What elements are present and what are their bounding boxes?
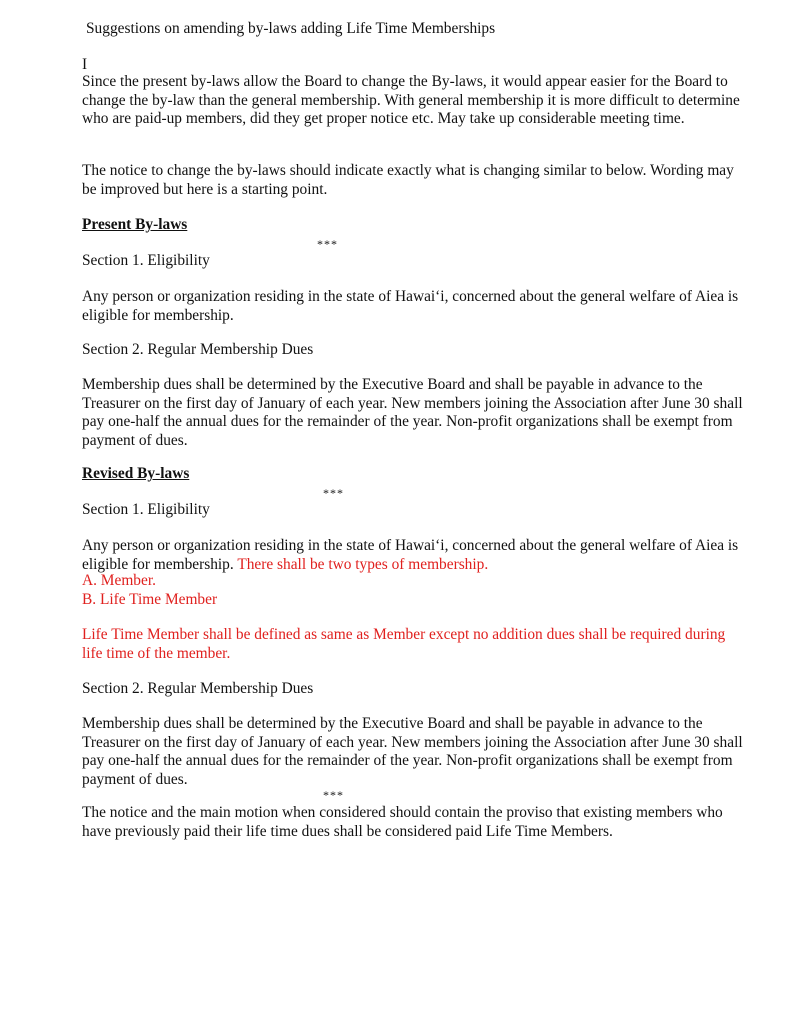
revised-section1-title: Section 1. Eligibility xyxy=(82,501,210,518)
revised-section1-addition: There shall be two types of membership. xyxy=(237,555,489,573)
notice-paragraph: The notice to change the by-laws should indicate exactly what is changing similar to below. Wording may be improved but here is a starting point. xyxy=(82,162,734,198)
revised-section1-base-text: Any person or organization residing in the state of Hawai‘i, concerned about the general welfare of Aiea is eligible for membership. xyxy=(82,537,739,573)
part-label: I xyxy=(82,56,88,73)
present-section1-text: Any person or organization residing in the state of Hawai‘i, concerned about the general welfare of Aiea is eligible for membership. xyxy=(82,288,739,324)
revised-section2-text: Membership dues shall be determined by the Executive Board and shall be payable in advance to the Treasurer on the first day of January of each year. New members joining the Association after June 30 shall pay one-half the annual dues for the remainder of the year. Non-profit organizations shall be exempt from payment of dues. xyxy=(82,715,743,788)
separator: *** xyxy=(317,237,338,251)
present-section2-text: Membership dues shall be determined by the Executive Board and shall be payable in advance to the Treasurer on the first day of January of each year. New members joining the Association after June 30 shall pay one-half the annual dues for the remainder of the year. Non-profit organizations shall be exempt from payment of dues. xyxy=(82,376,743,449)
present-bylaws-heading: Present By-laws xyxy=(82,216,188,233)
membership-type-a: A. Member. xyxy=(82,572,156,589)
separator: *** xyxy=(323,486,344,500)
present-section1-title: Section 1. Eligibility xyxy=(82,252,210,269)
present-section2-title: Section 2. Regular Membership Dues xyxy=(82,341,314,358)
closing-paragraph: The notice and the main motion when considered should contain the proviso that existing members who have previously paid their life time dues shall be considered paid Life Time Members. xyxy=(82,804,723,840)
intro-paragraph: Since the present by-laws allow the Board to change the By-laws, it would appear easier for the Board to change the by-law than the general membership. With general membership it is more difficult to determine who are paid-up members, did they get proper notice etc. May take up considerable meeting time. xyxy=(82,73,740,128)
separator: *** xyxy=(323,788,344,802)
life-time-definition: Life Time Member shall be defined as same as Member except no addition dues shall be required during life time of the member. xyxy=(82,626,726,662)
revised-section1-text xyxy=(82,537,747,574)
document-title: Suggestions on amending by-laws adding Life Time Memberships xyxy=(86,20,496,37)
revised-bylaws-heading: Revised By-laws xyxy=(82,465,190,482)
membership-type-b: B. Life Time Member xyxy=(82,591,218,608)
revised-section2-title: Section 2. Regular Membership Dues xyxy=(82,680,314,697)
